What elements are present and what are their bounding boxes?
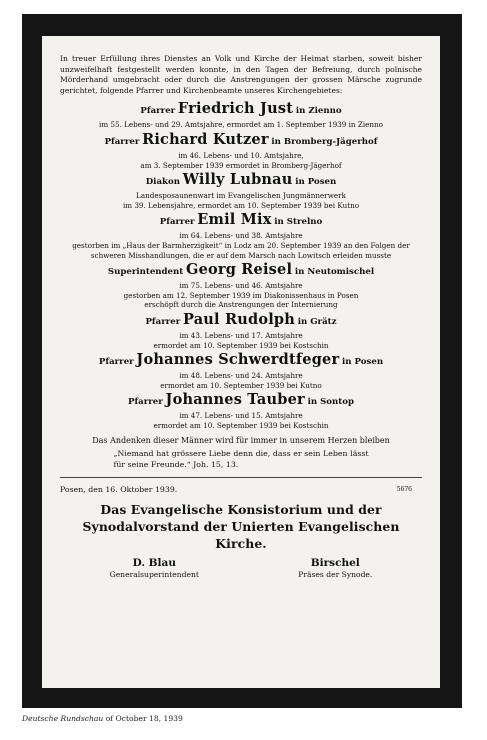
bible-quote: „Niemand hat grössere Liebe denn die, dass er sein Leben lässt für seine Freunde.“ Joh. 15, 13. (113, 449, 369, 470)
entry-title: Pfarrer (145, 316, 181, 327)
entry-title: Diakon (145, 177, 180, 188)
publication-name: Deutsche Rundschau (22, 714, 104, 723)
entry-name: Georg Reisel (185, 261, 293, 279)
entry-detail: im 47. Lebens- und 15. Amtsjahre (179, 411, 303, 421)
signer-role: Präses der Synode. (298, 570, 373, 580)
entry-detail: gestorben im „Haus der Barmherzigkeit“ in Lodz am 20. September 1939 an den Folgen der schweren Misshandlungen, die er auf dem Marsch nach Lowitsch erleiden musste (72, 240, 410, 260)
signatures (60, 556, 422, 580)
entry-detail: im 75. Lebens- und 46. Amtsjahre (179, 281, 303, 291)
intro-paragraph: In treuer Erfüllung ihres Dienstes an Volk und Kirche der Heimat starben, soweit bisher unzweifelhaft festgestellt werden konnte, in den Tagen der Befreiung, durch polnische Mörderhand umgebracht oder durch die Anstrengungen der grossen Märsche zugrunde gerichtet, folgende Pfarrer und Kirchenbeamte unseres Kirchengebietes: (60, 54, 422, 95)
signer-name: Birschel (310, 557, 360, 570)
memorial-entry (60, 351, 422, 390)
entry-detail: ermordet am 10. September 1939 bei Kostschin (153, 420, 329, 430)
entry-name: Johannes Schwerdtfeger (136, 351, 340, 369)
entry-name-line (60, 100, 422, 120)
entry-detail: im 64. Lebens- und 38. Amtsjahre (179, 231, 303, 241)
entry-detail: ermordet am 10. September 1939 bei Kostschin (153, 340, 329, 350)
memorial-entries (60, 100, 422, 430)
entry-detail: ermordet am 10. September 1939 bei Kutno (160, 380, 322, 390)
entry-detail: erschöpft durch die Anstrengungen der Internierung (144, 300, 338, 310)
source-caption (22, 714, 183, 723)
entry-title: Pfarrer (98, 357, 134, 368)
entry-name-line (60, 131, 422, 151)
entry-name: Willy Lubnau (182, 171, 293, 189)
memorial-entry (60, 171, 422, 210)
reference-number: 5676 (396, 486, 412, 494)
memorial-entry (60, 100, 422, 130)
entry-place: in Neutomischel (294, 267, 375, 278)
divider (60, 477, 422, 478)
entry-detail: im 48. Lebens- und 24. Amtsjahre (179, 371, 303, 381)
entry-name-line (60, 351, 422, 371)
memorial-entry (60, 391, 422, 430)
signer-2 (298, 556, 372, 580)
entry-title: Pfarrer (128, 397, 163, 408)
memorial-entry (60, 211, 422, 260)
sender-heading: Das Evangelische Konsistorium und der Synodalvorstand der Unierten Evangelischen Kirche. (82, 502, 400, 552)
entry-place: in Grätz (297, 316, 337, 327)
entry-name: Friedrich Just (177, 100, 294, 118)
entry-title: Pfarrer (159, 217, 195, 228)
signer-1 (110, 556, 199, 580)
entry-place: in Bromberg-Jägerhof (271, 136, 378, 147)
entry-place: in Posen (342, 357, 384, 368)
entry-place: in Posen (295, 177, 337, 188)
entry-name: Richard Kutzer (142, 130, 269, 148)
entry-title: Pfarrer (140, 106, 176, 117)
entry-detail: im 43. Lebens- und 17. Amtsjahre (179, 330, 303, 340)
obituary-notice (42, 36, 440, 688)
remembrance-line: Das Andenken dieser Männer wird für immer in unserem Herzen bleiben (92, 436, 390, 446)
entry-place: in Sontop (307, 397, 354, 408)
entry-title: Superintendent (107, 267, 184, 278)
memorial-entry (60, 311, 422, 350)
entry-detail: im 46. Lebens- und 10. Amtsjahre, (178, 150, 304, 160)
memorial-entry (60, 131, 422, 170)
entry-detail: im 55. Lebens- und 29. Amtsjahre, ermordet am 1. September 1939 in Zienno (99, 120, 383, 130)
entry-name: Paul Rudolph (182, 310, 295, 328)
entry-name-line (60, 391, 422, 411)
publication-date: of October 18, 1939 (105, 714, 183, 723)
entry-name-line (60, 311, 422, 331)
entry-name: Emil Mix (197, 211, 272, 229)
memorial-entry (60, 261, 422, 310)
entry-place: in Zienno (295, 106, 342, 117)
entry-detail: Landesposaunenwart im Evangelischen Jungmännerwerk (136, 191, 346, 201)
entry-name-line (60, 211, 422, 231)
black-border-frame (22, 14, 462, 708)
entry-title: Pfarrer (104, 136, 140, 147)
entry-detail: gestorben am 12. September 1939 im Diakonissenhaus in Posen (123, 290, 359, 300)
dateline (60, 484, 422, 495)
entry-name: Johannes Tauber (165, 391, 305, 409)
date-place: Posen, den 16. Oktober 1939. (60, 485, 178, 495)
entry-detail: im 39. Lebensjahre, ermordet am 10. September 1939 bei Kutno (122, 200, 360, 210)
entry-place: in Strelno (274, 217, 323, 228)
entry-name-line (60, 261, 422, 281)
entry-detail: am 3. September 1939 ermordet in Bromberg-Jägerhof (140, 160, 342, 170)
signer-role: Generalsuperintendent (109, 570, 199, 580)
entry-name-line (60, 171, 422, 191)
signer-name: D. Blau (132, 557, 176, 570)
